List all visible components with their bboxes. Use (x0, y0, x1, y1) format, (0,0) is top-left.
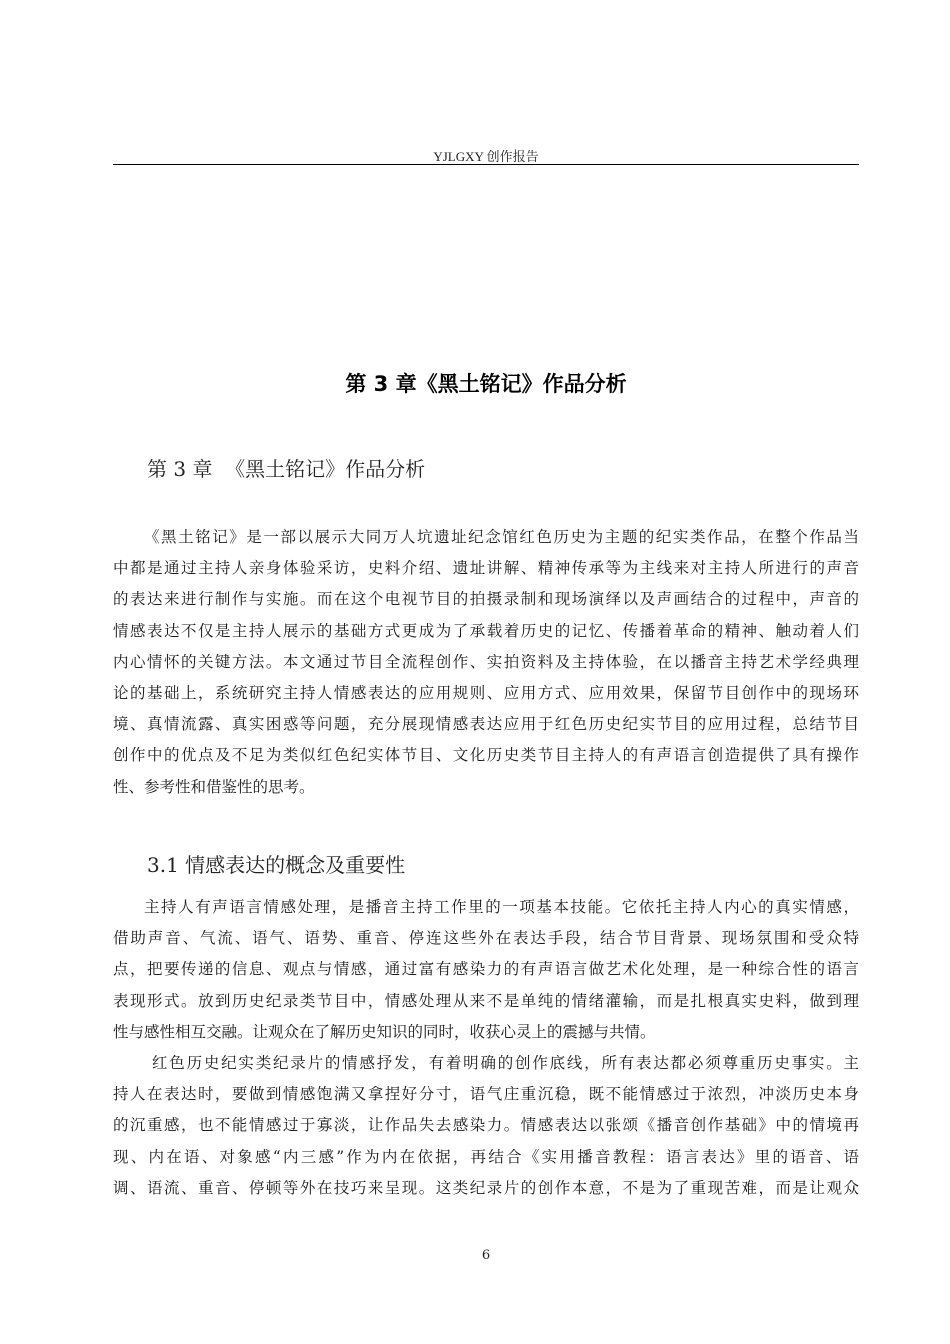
text-line: 的沉重感，也不能情感过于寡淡，让作品失去感染力。情感表达以张颂《播音创作基础》中的情境再 (113, 1116, 859, 1135)
section-paragraph-1 (113, 892, 859, 1048)
text-line: 论的基础上，系统研究主持人情感表达的应用规则、应用方式、应用效果，保留节目创作中的现场环 (113, 683, 859, 702)
text-line: 点，把要传递的信息、观点与情感，通过富有感染力的有声语言做艺术化处理，是一种综合性的语言 (113, 960, 859, 979)
header-divider (113, 164, 859, 165)
text-line: 调、语流、重音、停顿等外在技巧来呈现。这类纪录片的创作本意，不是为了重现苦难，而是让观众 (113, 1178, 859, 1197)
section-paragraph-2 (113, 1048, 859, 1204)
text-line: 现、内在语、对象感“内三感”作为内在依据，再结合《实用播音教程：语言表达》里的语音、语 (113, 1147, 859, 1166)
text-line: 《黑土铭记》是一部以展示大同万人坑遗址纪念馆红色历史为主题的纪实类作品，在整个作品当 (144, 528, 859, 546)
text-line: 性、参考性和借鉴性的思考。 (113, 777, 315, 796)
text-line: 性与感性相互交融。让观众在了解历史知识的同时，收获心灵上的震撼与共情。 (113, 1022, 656, 1041)
page-header-title: YJLGXY 创作报告 (433, 149, 539, 164)
text-line: 的表达来进行制作与实施。而在这个电视节目的拍摄录制和现场演绎以及声画结合的过程中，声音的 (113, 590, 859, 609)
chapter-subtitle: 第 3 章 《黑土铭记》作品分析 (147, 457, 426, 481)
text-line: 借助声音、气流、语气、语势、重音、停连这些外在表达手段，结合节目背景、现场氛围和受众特 (113, 929, 859, 948)
text-line: 境、真情流露、真实困惑等问题，充分展现情感表达应用于红色历史纪实节目的应用过程，总结节目 (113, 715, 859, 734)
text-line: 红色历史纪实类纪录片的情感抒发，有着明确的创作底线，所有表达都必须尊重历史事实。主 (152, 1054, 859, 1072)
chapter-title: 第 3 章《黑土铭记》作品分析 (345, 372, 627, 396)
section-heading: 3.1 情感表达的概念及重要性 (147, 853, 406, 877)
page-number: 6 (481, 1248, 491, 1263)
text-line: 情感表达不仅是主持人展示的基础方式更成为了承载着历史的记忆、传播着革命的精神、触动着人们 (113, 621, 859, 640)
text-line: 创作中的优点及不足为类似红色纪实体节目、文化历史类节目主持人的有声语言创造提供了具有操作 (113, 746, 859, 765)
text-line: 持人在表达时，要做到情感饱满又拿捏好分寸，语气庄重沉稳，既不能情感过于浓烈，冲淡历史本身 (113, 1085, 859, 1104)
text-line: 中都是通过主持人亲身体验采访，史料介绍、遗址讲解、精神传承等为主线来对主持人所进行的声音 (113, 559, 859, 578)
intro-paragraph (113, 522, 859, 803)
text-line: 内心情怀的关键方法。本文通过节目全流程创作、实拍资料及主持体验，在以播音主持艺术学经典理 (113, 652, 859, 671)
text-line: 表现形式。放到历史纪录类节目中，情感处理从来不是单纯的情绪灌输，而是扎根真实史料，做到理 (113, 991, 859, 1010)
text-line: 主持人有声语言情感处理，是播音主持工作里的一项基本技能。它依托主持人内心的真实情感， (144, 898, 859, 916)
